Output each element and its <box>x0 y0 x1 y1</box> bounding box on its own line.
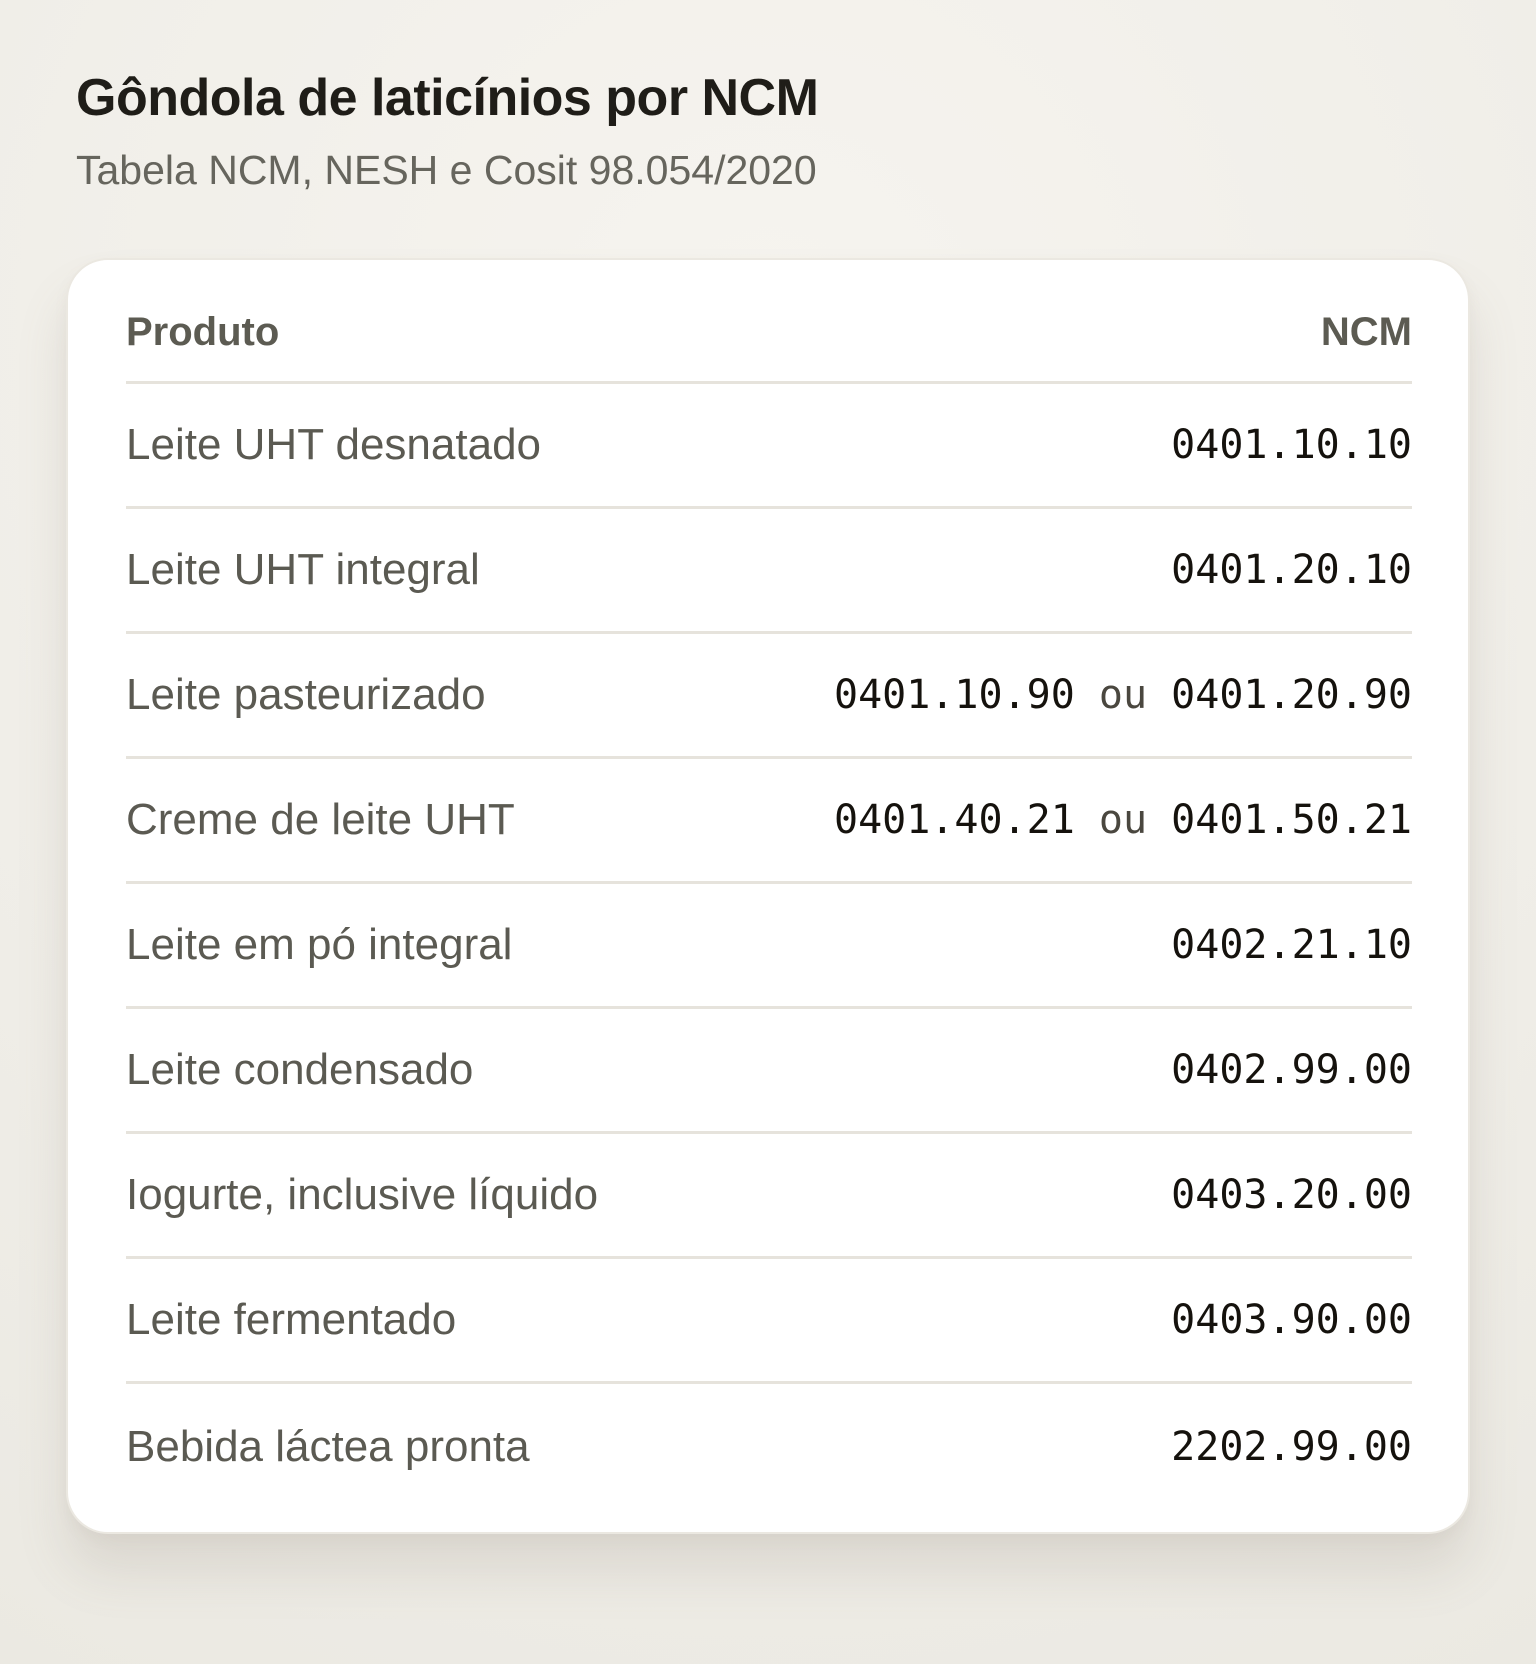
table-row <box>126 1259 1412 1384</box>
ncm-primary: 0401.10.10 <box>1171 422 1412 468</box>
ncm-code <box>834 797 1412 843</box>
ncm-primary: 2202.99.00 <box>1171 1423 1412 1470</box>
ncm-table <box>126 284 1412 1509</box>
ncm-primary: 0401.20.10 <box>1171 547 1412 593</box>
table-row <box>126 1009 1412 1134</box>
product-name: Iogurte, inclusive líquido <box>126 1170 599 1219</box>
ncm-code <box>1171 1424 1412 1470</box>
page-title: Gôndola de laticínios por NCM <box>76 69 819 127</box>
ncm-primary: 0402.21.10 <box>1171 922 1412 968</box>
ncm-primary: 0403.90.00 <box>1171 1297 1412 1343</box>
table-row <box>126 509 1412 634</box>
product-name: Bebida láctea pronta <box>126 1421 530 1471</box>
product-name: Leite fermentado <box>126 1295 457 1344</box>
ncm-secondary: 0401.20.90 <box>1171 672 1412 718</box>
ncm-primary: 0401.10.90 <box>833 672 1075 718</box>
ncm-code <box>1171 547 1412 593</box>
page-header <box>76 62 1376 198</box>
ncm-primary: 0403.20.00 <box>1171 1172 1412 1218</box>
product-name: Creme de leite UHT <box>126 795 515 844</box>
ncm-code <box>1171 1172 1412 1218</box>
product-name: Leite UHT desnatado <box>126 420 542 469</box>
ncm-secondary: 0401.50.21 <box>1171 797 1412 843</box>
ncm-table-card <box>66 258 1470 1534</box>
ncm-primary: 0401.40.21 <box>833 797 1075 843</box>
product-name: Leite em pó integral <box>126 920 513 969</box>
product-name: Leite UHT integral <box>126 545 480 594</box>
ncm-primary: 0402.99.00 <box>1171 1047 1412 1093</box>
table-row <box>126 1384 1412 1509</box>
table-row <box>126 384 1412 509</box>
table-row <box>126 759 1412 884</box>
ncm-code <box>1171 422 1412 468</box>
ncm-separator: ou <box>1098 672 1148 718</box>
ncm-separator: ou <box>1098 797 1148 843</box>
ncm-code <box>1171 1047 1412 1093</box>
product-name: Leite condensado <box>126 1045 474 1094</box>
ncm-code <box>834 672 1412 718</box>
table-row <box>126 884 1412 1009</box>
table-header <box>126 284 1412 384</box>
ncm-column-header: NCM <box>1320 310 1412 354</box>
ncm-code <box>1171 922 1412 968</box>
ncm-code <box>1171 1297 1412 1343</box>
product-column-header: Produto <box>126 310 280 354</box>
table-row <box>126 634 1412 759</box>
product-name: Leite pasteurizado <box>126 670 486 719</box>
page-subtitle: Tabela NCM, NESH e Cosit 98.054/2020 <box>76 147 817 193</box>
table-row <box>126 1134 1412 1259</box>
